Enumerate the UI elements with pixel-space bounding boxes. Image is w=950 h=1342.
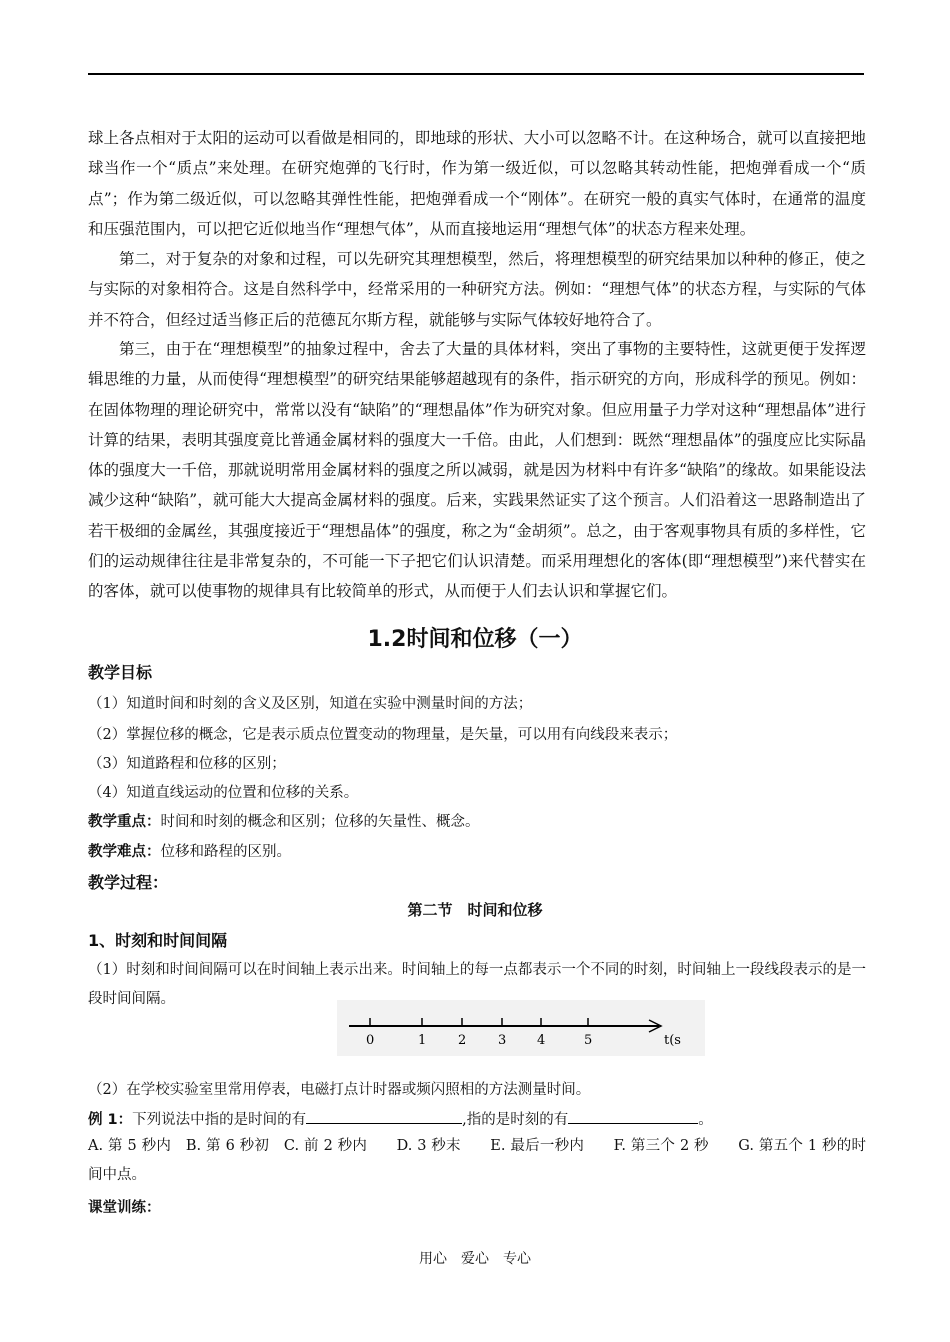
- intro-paragraph-1: 球上各点相对于太阳的运动可以看做是相同的，即地球的形状、大小可以忽略不计。在这种场合，就可以直接把地球当作一个“质点”来处理。在研究炮弹的飞行时，作为第一级近似，可以忽略其转动性能，把炮弹看成一个“质点”；作为第二级近似，可以忽略其弹性性能，把炮弹看成一个“刚体”。在研究一般的真实气体时，在通常的温度和压强范围内，可以把它近似地当作“理想气体”，从而直接地运用“理想气体”的状态方程来处理。: [88, 129, 866, 238]
- example-1-text-b: ,指的是时刻的有: [462, 1112, 569, 1128]
- intro-paragraph-3: 第三，由于在“理想模型”的抽象过程中，舍去了大量的具体材料，突出了事物的主要特性，这就更便于发挥逻辑思维的力量，从而使得“理想模型”的研究结果能够超越现有的条件，指示研究的方向，形成科学的预见。例如：在固体物理的理论研究中，常常以没有“缺陷”的“理想晶体”作为研究对象。但应用量子力学对这种“理想晶体”进行计算的结果，表明其强度竟比普通金属材料的强度大一千倍。由此，人们想到：既然“理想晶体”的强度应比实际晶体的强度大一千倍，那就说明常用金属材料的强度之所以减弱，就是因为材料中有许多“缺陷”的缘故。如果能设法减少这种“缺陷”，就可能大大提高金属材料的强度。后来，实践果然证实了这个预言。人们沿着这一思路制造出了若干极细的金属丝，其强度接近于“理想晶体”的强度，称之为“金胡须”。总之，由于客观事物具有质的多样性，它们的运动规律往往是非常复杂的，不可能一下子把它们认识清楚。而采用理想化的客体(即“理想模型”)来代替实在的客体，就可以使事物的规律具有比较简单的形式，从而便于人们去认识和掌握它们。: [88, 340, 866, 601]
- axis-tick-label: 5: [584, 1033, 593, 1048]
- time-axis-figure: [337, 1000, 705, 1056]
- axis-tick-label: 3: [498, 1033, 507, 1048]
- axis-tick-label: 4: [537, 1033, 546, 1048]
- key-points: [88, 810, 868, 831]
- example-1-label: 例 1：: [88, 1112, 133, 1128]
- header-rule: [88, 73, 864, 75]
- difficulty-label: 教学难点：: [88, 844, 161, 860]
- moment-answer-blank[interactable]: [568, 1109, 698, 1124]
- intro-paragraph-2: 第二，对于复杂的对象和过程，可以先研究其理想模型，然后，将理想模型的研究结果加以种种的修正，使之与实际的对象相符合。这是自然科学中，经常采用的一种研究方法。例如：“理想气体”的状态方程，与实际的气体并不符合，但经过适当修正后的范德瓦尔斯方程，就能够与实际气体较好地符合了。: [88, 250, 866, 329]
- goal-item: （1）知道时间和时刻的含义及区别，知道在实验中测量时间的方法；: [88, 696, 533, 712]
- key-points-label: 教学重点：: [88, 814, 161, 830]
- time-axis: [337, 1000, 705, 1056]
- example-1-text-c: 。: [698, 1112, 713, 1128]
- key-points-text: 时间和时刻的概念和区别；位移的矢量性、概念。: [160, 814, 480, 830]
- axis-tick-label: 0: [366, 1033, 375, 1048]
- axis-tick-label: 1: [418, 1033, 427, 1048]
- timeaxis-paragraph: （1）时刻和时间间隔可以在时间轴上表示出来。时间轴上的每一点都表示一个不同的时刻，时间轴上一段线段表示的是一段时间间隔。: [88, 962, 866, 1007]
- example-1-text-a: 下列说法中指的是时间的有: [132, 1112, 307, 1128]
- goal-item: （3）知道路程和位移的区别；: [88, 756, 286, 772]
- difficulty-text: 位移和路程的区别。: [160, 844, 291, 860]
- example-1-options: A. 第 5 秒内 B. 第 6 秒初 C. 前 2 秒内 D. 3 秒末 E. 最后一秒内 F. 第三个 2 秒 G. 第五个 1 秒的时间中点。: [88, 1138, 866, 1183]
- process-label: 教学过程：: [88, 873, 169, 892]
- section-heading: 第二节 时间和位移: [407, 901, 543, 919]
- subsection-heading: 1、时刻和时间间隔: [88, 931, 228, 950]
- axis-unit-label: t(s: [664, 1033, 681, 1048]
- goal-item: （4）知道直线运动的位置和位移的关系。: [88, 785, 359, 801]
- axis-tick-label: 2: [458, 1033, 467, 1048]
- example-1: [88, 1108, 868, 1129]
- goal-item: （2）掌握位移的概念，它是表示质点位置变动的物理量，是矢量，可以用有向线段来表示；: [88, 727, 678, 743]
- measure-paragraph: （2）在学校实验室里常用停表，电磁打点计时器或频闪照相的方法测量时间。: [88, 1082, 591, 1098]
- goals-heading: 教学目标: [88, 663, 153, 682]
- page-footer: 用心 爱心 专心: [419, 1251, 531, 1267]
- lesson-title: 1.2时间和位移（一）: [367, 627, 583, 652]
- difficulty: [88, 840, 868, 861]
- practice-label: 课堂训练：: [88, 1200, 161, 1216]
- time-answer-blank[interactable]: [306, 1109, 462, 1124]
